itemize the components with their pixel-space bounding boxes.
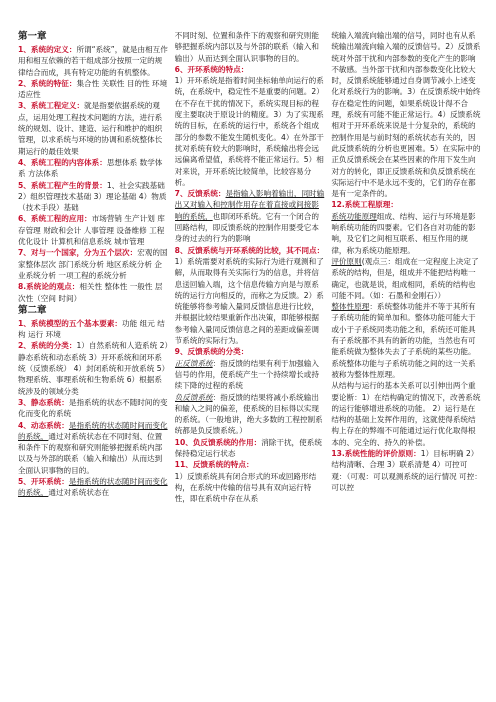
paragraph-text: 宏观的国家整体层次 部门系统分析 地区系统分析 企业系统分析 一项工程的系统分析 [18, 248, 168, 280]
underlined-text: 是指系统的状态随时间而变化的系统， [18, 476, 168, 498]
paragraph-text: ：指反馈的结果将减小系统输出和输入之间的偏差，使系统的目标得以实现的系统。（一般地讲，绝大多数的工程控制系统都是负反馈系统。） [174, 392, 323, 436]
section-heading: 11、反馈系统的特点： [174, 460, 254, 470]
paragraph [175, 346, 326, 357]
paragraph [175, 75, 326, 188]
column-1 [18, 30, 169, 696]
paragraph-text: (观点三：组成在一定程度上决定了系统的结构，但是，组成并不能把结构唯一确定，也就是说，组成相同，系统的结构也可能不同。（如：石墨和金刚石）） [331, 256, 479, 300]
underlined-text: 是指输入影响着输出，同时输出又对输入和控制作用存在着直接或间接影响的系统， [174, 189, 325, 221]
paragraph [175, 471, 326, 505]
paragraph-text: 就是指要依据系统的观点，运用处理工程技术问题的方法，进行系统的规划、设计、建造、运行和维护的组织管理，以求系统与环境的协调和系统整体长期运行的最佳效果 [18, 101, 163, 156]
underlined-text: 评价原则 [331, 256, 362, 266]
section-heading: 2、系统的特征： [18, 78, 77, 88]
section-heading: 7、对与一个国家，分为五个层次： [18, 248, 138, 258]
paragraph [18, 100, 169, 156]
paragraph [175, 245, 326, 347]
paragraph-text: 消除干扰，使系统保持稳定运行状态 [174, 437, 322, 458]
section-heading: 1、系统的定义： [18, 45, 77, 54]
paragraph-text: 通过对系统状态在 [48, 488, 110, 498]
paragraph [18, 30, 169, 44]
section-heading: 7、反馈系统： [174, 189, 226, 199]
paragraph-text: ：指反馈的结果有利于加强输入信号的作用，使系统产生一个持续增长或持续下降的过程的系统 [174, 358, 319, 391]
section-heading: 13.系统性能的评价原则： [331, 448, 421, 458]
paragraph-text: 组成、结构、运行与环境是影响系统功能的四要素。它们各自对功能的影响，及它们之间相互联系、相互作用的规律，称为系统功能原理。 [331, 211, 476, 255]
paragraph-text: 1、社会实践基础 2）组织管理技术基础 3）理论基础 4）物质（技术手段）基础 [18, 180, 167, 213]
paragraph [18, 281, 169, 304]
paragraph [175, 459, 326, 470]
paragraph-text: 第一章 [18, 31, 47, 42]
section-heading: 8.系统论的观点： [18, 282, 80, 292]
section-heading: 1、系统模型的五个基本要素： [18, 318, 123, 328]
paragraph-text: 1）反馈系统具有闭合形式的环或回路形结构，在系统中传输的信号具有双向运行特性，即在系统中存在从系 [174, 471, 317, 504]
paragraph-text: 功能 组元 结构 运行 环境 [18, 318, 165, 340]
column-3 [331, 30, 482, 696]
paragraph-text: 1）自然系统和人造系统 2）静态系统和动态系统 3）开环系统和闭环系统（反馈系统） 4）封闭系统和开放系统 5）物理系统、事理系统和生物系统 6）根据系统涉及的领域分类 [18, 341, 169, 396]
paragraph [18, 247, 169, 281]
section-heading: 10、负反馈系统的作用： [174, 437, 262, 447]
paragraph-text: 是指系统的状态不随时间的变化而变化的系统 [18, 397, 168, 419]
paragraph [18, 304, 169, 318]
paragraph [18, 397, 169, 420]
section-heading: 8、反馈系统与开环系统的比较，其不同点： [174, 245, 325, 255]
section-heading: 4、动态系统： [18, 420, 69, 430]
section-heading: 3、系统工程定义： [18, 101, 85, 111]
paragraph-text: 统输入端流向输出端的信号，同时也有从系统输出端流向输入端的反馈信号。2）反馈系统对外部干扰和内部参数的变化产生的影响不敏感。当外部干扰和内部参数变化比较大时，反馈系统能够通过自身调节减小上述变化对系统行为的影响。3）在反馈系统中始终存在稳定性的问题，如果系统设计得不合理，系统有可能不能正常运行。4）反馈系统相对于开环系统来说是十分复杂的，系统的控制作用是与前时刻的系统状态有关的，因此反馈系统的分析也更困难。5）在实际中的正负反馈系统会在某些因素的作用下发生向对方的转化，即正反馈系统和负反馈系统在实际运行中不是永远不变的，它们的存在都是有一定条件的。 [331, 31, 481, 199]
paragraph-text: 不同时刻、位置和条件下的观察和研究则能够把握系统内部以及与外部的联系（输入和输出）从而达到全面认识事物的目的。 [174, 31, 319, 63]
section-heading: 4、系统工程的内容体系： [18, 157, 107, 167]
underlined-text: 系统功能原理 [331, 211, 377, 221]
paragraph-text: 市场营销 生产计划 库存管理 财政和会计 人事管理 设备维修 工程优化设计 计算机和信息系统 城市管理 [18, 214, 165, 247]
paragraph-text: 相关性 整体性 一般性 层次性（空间 时间） [18, 282, 163, 303]
section-heading: 2、系统的分类： [18, 341, 77, 351]
paragraph-text: 1）系统需要对系统的实际行为进行观测和了解，从而取得有关实际行为的信息，并将信息送回输入端，这个信息传输方向是与原系统的运行方向相反的，而称之为反馈。2）系统能够将参考输入量同反馈信息进行比较，并根据比较结果重新作出决策，即能够根据参考输入量同反馈信息之间的差距或偏差调节系统的实际行为。 [174, 256, 324, 346]
paragraph [331, 30, 482, 199]
paragraph-text: 1）开环系统是指着时间坐标轴单向运行的系统，在系统中，稳定性不是重要的问题。2）在不存在干扰的情况下，系统实现目标的程度主要取决于原设计的精度。3）为了实现系统的目标，在系统的运行中，系统各个组成部分的参数不能发生随机变化。4）在外部干扰对系统有较大的影响时，系统输出将会远远偏离希望值，系统将不能正常运行。5）相对来说，开环系统比较简单，比较容易分析。 [174, 76, 324, 187]
paragraph [18, 476, 169, 499]
paragraph [18, 340, 169, 396]
underlined-text: 是指系统的状态随时间而变化的系统， [18, 420, 168, 441]
paragraph [175, 392, 326, 437]
section-heading: 3、静态系统： [18, 397, 69, 407]
section-heading: 9、反馈系统的分类： [174, 347, 249, 357]
paragraph [331, 211, 482, 256]
paragraph-text: 从结构与运行的基本关系可以引伸出两个重要论断：1）在结构确定的情况下，改善系统的运行能够增进系统的功能。 2）运行是在结构的基础上发挥作用的，这就使得系统结构上存在的弊端不可能通过运行优化取得根本的、完全的、持久的补偿。 [331, 381, 481, 447]
paragraph [18, 157, 169, 180]
paragraph [331, 199, 482, 210]
paragraph [18, 44, 169, 78]
section-heading: 5、系统工程产生的背景： [18, 180, 107, 190]
paragraph [18, 420, 169, 476]
paragraph-text: ：系统整体功能并不等于其所有子系统功能的简单加和。整体功能可能大于或小于子系统同类功能之和，系统还可能具有子系统都不具有的新的功能，当然也有可能系统做为整体失去了子系统的某些功能。系统整体功能与子系统功能之间的这一关系被称为整体性原理。 [331, 302, 476, 379]
paragraph [175, 437, 326, 460]
section-heading: 5、开环系统： [18, 476, 69, 486]
paragraph [331, 256, 482, 301]
paragraph [175, 358, 326, 392]
paragraph-text: 1）目标明确 2）结构清晰、合理 3）联系清楚 4）可控可观：（可观：可以观测系统的运行情况 可控：可以控 [331, 448, 482, 492]
term: 负反馈系统 [174, 392, 213, 402]
paragraph [175, 30, 326, 64]
paragraph-text: 也即闭环系统。它有一个闭合的回路结构，即反馈系统的控制作用要受它本身的过去的行为的影响 [174, 211, 319, 244]
paragraph [175, 64, 326, 75]
section-heading: 12.系统工程原理： [331, 200, 398, 210]
section-heading: 6、开环系统的特点： [174, 64, 249, 74]
column-2 [175, 30, 326, 696]
term: 正反馈系统 [174, 358, 213, 368]
paragraph-text: 思想体系 数学体系 方法体系 [18, 157, 163, 179]
paragraph-text: 所谓“系统”，就是由相互作用和相互依赖的若干组成部分按照一定的规律结合而成，具有特定功能的有机整体。 [18, 45, 168, 77]
paragraph [18, 318, 169, 341]
paragraph [18, 213, 169, 247]
paragraph [331, 301, 482, 380]
paragraph [18, 78, 169, 101]
paragraph [175, 188, 326, 244]
underlined-text: 整体性原理 [331, 302, 370, 312]
paragraph-text: 集合性 关联性 目的性 环境适应性 [18, 78, 168, 100]
paragraph-text: 第二章 [18, 304, 47, 316]
paragraph-text: 通过对系统状态在不同时刻、位置和条件下的观察和研究则能够把握系统内部以及与外部的联系（输入和输出）从而达到全面认识事物的目的。 [18, 431, 163, 475]
section-heading: 6、系统工程的应用： [18, 214, 92, 224]
paragraph [331, 448, 482, 493]
paragraph [18, 180, 169, 214]
paragraph [331, 380, 482, 448]
